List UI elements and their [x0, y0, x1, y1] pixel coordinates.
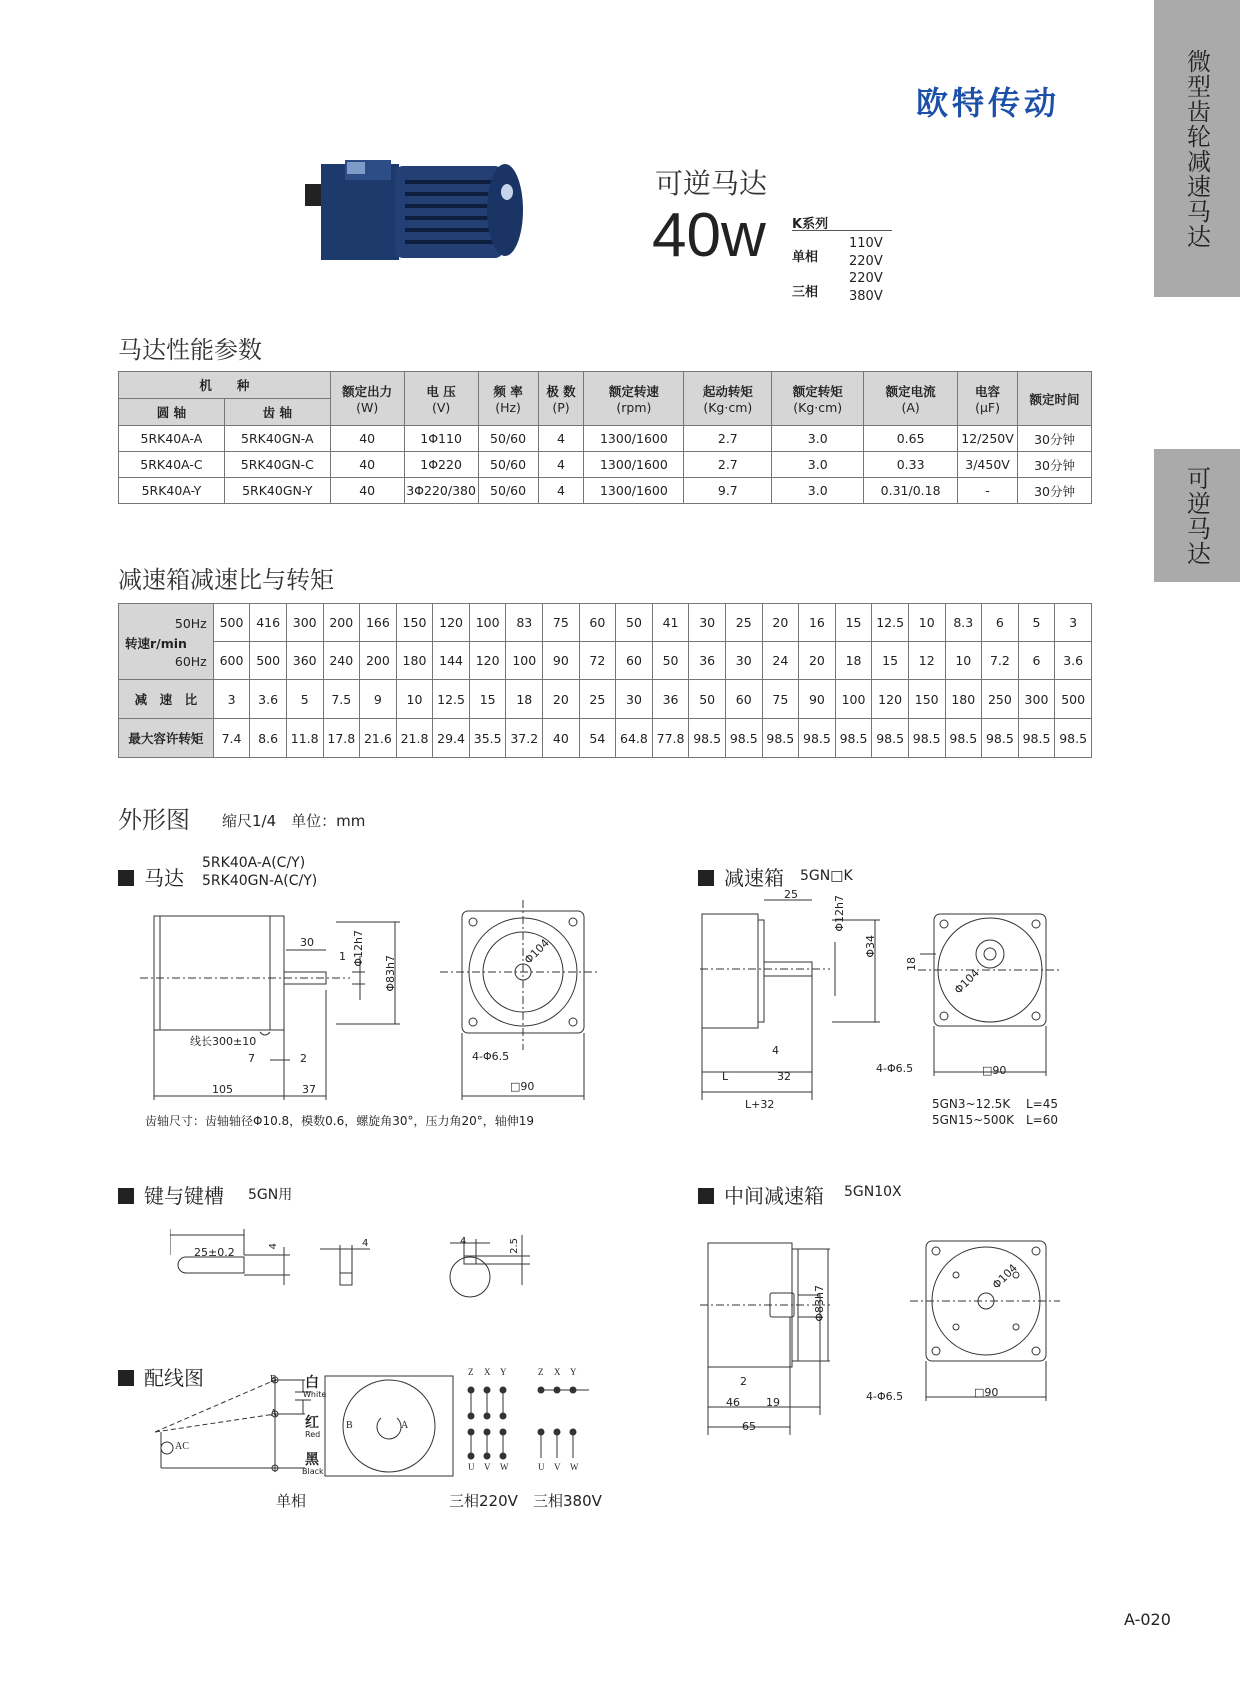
gear-cell-r50: 60	[579, 604, 616, 642]
terminal-letter: X	[484, 1367, 491, 1377]
product-power: 40w	[652, 201, 766, 270]
perf-cell: 5RK40A-Y	[119, 478, 225, 504]
gear-cell-r60: 20	[799, 642, 836, 680]
perf-cell: 40	[330, 426, 404, 452]
gear-cell-r50: 120	[433, 604, 470, 642]
gear-cell-r60: 10	[945, 642, 982, 680]
perf-cell: 4	[538, 452, 584, 478]
gear-cell-r50: 41	[652, 604, 689, 642]
perf-head-col-0	[330, 372, 404, 426]
gear-cell-r60: 100	[506, 642, 543, 680]
rotation-a: A	[401, 1420, 409, 1431]
gear-cell-r60: 90	[543, 642, 580, 680]
gearbox-dim-phi12: Φ12h7	[833, 895, 846, 932]
key-dim-4c: 4	[460, 1236, 467, 1247]
gear-cell-r50: 75	[543, 604, 580, 642]
perf-head-col-6	[772, 372, 864, 426]
three-phase-label: 三相	[792, 285, 819, 300]
perf-cell: 5RK40A-A	[119, 426, 225, 452]
ratio-label: 减 速 比	[119, 680, 214, 719]
perf-head-col-8	[958, 372, 1018, 426]
mid-gearbox-title: 中间减速箱	[698, 1180, 824, 1209]
gear-cell-torque: 37.2	[506, 719, 543, 758]
perf-cell: 50/60	[478, 426, 538, 452]
perf-cell: 50/60	[478, 452, 538, 478]
wiring-single-phase: 单相	[276, 1492, 307, 1510]
mid-holes: 4-Φ6.5	[866, 1390, 904, 1403]
perf-head-col-title: 额定电流	[885, 384, 936, 399]
gear-cell-ratio: 10	[396, 680, 433, 719]
gear-cell-ratio: 18	[506, 680, 543, 719]
gear-cell-ratio: 100	[835, 680, 872, 719]
wire-red: 红	[305, 1415, 319, 1431]
product-title: 可逆马达	[655, 167, 768, 200]
terminal-letter: W	[570, 1462, 579, 1472]
perf-head-col-title: 额定转速	[608, 384, 659, 399]
gear-cell-r50: 12.5	[872, 604, 909, 642]
gear-cell-r50: 416	[250, 604, 287, 642]
gear-cell-r60: 24	[762, 642, 799, 680]
wire-white-en: White	[303, 1390, 327, 1399]
gear-cell-torque: 21.6	[360, 719, 397, 758]
perf-head-col-title: 极 数	[546, 384, 576, 399]
motor-dim-7: 7	[248, 1052, 255, 1065]
perf-cell: 5RK40GN-Y	[224, 478, 330, 504]
gear-cell-r50: 150	[396, 604, 433, 642]
gear-cell-r60: 500	[250, 642, 287, 680]
bullet-square	[118, 1370, 134, 1386]
motor-dim-phi104: Φ104	[521, 936, 552, 967]
table-row	[119, 426, 1092, 452]
perf-head-model: 机 种	[119, 372, 331, 399]
gear-cell-ratio: 250	[982, 680, 1019, 719]
gear-cell-r50: 20	[762, 604, 799, 642]
perf-head-col-unit: (μF)	[975, 400, 1000, 415]
gear-cell-r60: 3.6	[1055, 642, 1092, 680]
table-row	[119, 719, 1092, 758]
gear-cell-ratio: 3	[213, 680, 250, 719]
page-number: A-020	[1124, 1610, 1171, 1629]
gear-cell-r50: 8.3	[945, 604, 982, 642]
perf-cell: 5RK40A-C	[119, 452, 225, 478]
side-tab-micro-gear-motor[interactable]: 微型齿轮减速马达	[1154, 0, 1240, 297]
gear-cell-r60: 144	[433, 642, 470, 680]
hz60-label: 60Hz	[174, 654, 207, 669]
perf-cell: 0.65	[864, 426, 958, 452]
voltage-110: 110V	[849, 236, 883, 251]
voltage-220-three: 220V	[849, 271, 883, 286]
perf-head-round: 圆 轴	[119, 399, 225, 426]
perf-cell: 50/60	[478, 478, 538, 504]
perf-cell: 3.0	[772, 478, 864, 504]
perf-cell: 12/250V	[958, 426, 1018, 452]
wire-white: 白	[305, 1375, 319, 1391]
mid-dim-19: 19	[766, 1396, 780, 1409]
key-title: 键与键槽	[118, 1180, 224, 1209]
voltage-380: 380V	[849, 289, 883, 304]
outline-title: 外形图	[118, 806, 190, 834]
gear-cell-r60: 240	[323, 642, 360, 680]
gearbox-length-1: L=45	[1026, 1097, 1059, 1111]
wiring-title: 配线图	[118, 1362, 204, 1391]
gear-cell-r60: 360	[286, 642, 323, 680]
speed-label: 转速r/min	[125, 636, 187, 651]
wire-black-en: Black	[302, 1467, 324, 1476]
gear-cell-r60: 30	[725, 642, 762, 680]
rotation-b: B	[346, 1420, 353, 1431]
gear-cell-ratio: 20	[543, 680, 580, 719]
perf-cell: 0.31/0.18	[864, 478, 958, 504]
perf-cell: 40	[330, 452, 404, 478]
perf-head-gear: 齿 轴	[224, 399, 330, 426]
gear-cell-torque: 98.5	[1055, 719, 1092, 758]
gearbox-dim-L: L	[722, 1070, 729, 1083]
gear-cell-torque: 98.5	[982, 719, 1019, 758]
key-dim-4b: 4	[362, 1238, 369, 1249]
gear-cell-r50: 15	[835, 604, 872, 642]
gear-cell-ratio: 120	[872, 680, 909, 719]
gear-cell-torque: 98.5	[799, 719, 836, 758]
perf-cell: 3.0	[772, 452, 864, 478]
mid-dim-46: 46	[726, 1396, 740, 1409]
gear-cell-r60: 50	[652, 642, 689, 680]
gear-cell-r60: 120	[469, 642, 506, 680]
wire-black: 黑	[305, 1452, 319, 1468]
perf-head-col-unit: (V)	[431, 400, 451, 415]
gearbox-dim-phi104: Φ104	[951, 966, 982, 997]
terminal-letter: V	[484, 1462, 491, 1472]
mid-dim-2: 2	[740, 1375, 747, 1388]
gear-cell-ratio: 12.5	[433, 680, 470, 719]
motor-square-90: □90	[510, 1080, 535, 1093]
gear-cell-r50: 3	[1055, 604, 1092, 642]
gear-cell-ratio: 50	[689, 680, 726, 719]
gear-cell-r50: 200	[323, 604, 360, 642]
perf-head-col-1	[404, 372, 478, 426]
perf-cell: 0.33	[864, 452, 958, 478]
perf-head-col-unit: (W)	[356, 400, 379, 415]
bullet-square	[698, 1188, 714, 1204]
perf-head-col-title: 电容	[975, 384, 1001, 399]
single-phase-label: 单相	[792, 250, 819, 265]
gearbox-dim-4: 4	[772, 1044, 779, 1057]
gear-cell-torque: 64.8	[616, 719, 653, 758]
gear-cell-r50: 100	[469, 604, 506, 642]
perf-cell: 3Φ220/380	[404, 478, 478, 504]
gear-cell-torque: 8.6	[250, 719, 287, 758]
perf-section-title: 马达性能参数	[118, 336, 262, 364]
perf-head-col-unit: (A)	[901, 400, 920, 415]
bullet-square	[118, 1188, 134, 1204]
perf-head-col-3	[538, 372, 584, 426]
key-dim-4a: 4	[268, 1243, 279, 1250]
gearbox-holes: 4-Φ6.5	[876, 1062, 914, 1075]
table-row	[119, 642, 1092, 680]
terminal-letter: W	[500, 1462, 509, 1472]
gear-cell-torque: 98.5	[1018, 719, 1055, 758]
gear-shaft-note: 齿轴尺寸：齿轴轴径Φ10.8，模数0.6，螺旋角30°，压力角20°，轴伸19	[145, 1114, 535, 1128]
terminal-letter: Z	[468, 1367, 474, 1377]
gearbox-dim-32: 32	[777, 1070, 791, 1083]
gear-cell-ratio: 180	[945, 680, 982, 719]
perf-cell: 5RK40GN-C	[224, 452, 330, 478]
motor-dim-105: 105	[212, 1083, 233, 1096]
gear-cell-r60: 6	[1018, 642, 1055, 680]
gear-cell-ratio: 7.5	[323, 680, 360, 719]
gear-cell-r50: 30	[689, 604, 726, 642]
gear-cell-r60: 600	[213, 642, 250, 680]
gear-cell-r60: 180	[396, 642, 433, 680]
perf-cell: 5RK40GN-A	[224, 426, 330, 452]
gearbox-outline-drawing	[700, 880, 1080, 1120]
side-tab-reversible-motor[interactable]: 可逆马达	[1154, 449, 1240, 582]
gear-cell-torque: 98.5	[725, 719, 762, 758]
wiring-ac: AC	[175, 1441, 189, 1452]
perf-cell: 30分钟	[1018, 478, 1092, 504]
gearbox-dim-18: 18	[905, 957, 918, 971]
gear-cell-ratio: 3.6	[250, 680, 287, 719]
gearbox-model: 5GN□K	[800, 868, 853, 884]
perf-cell: 1Φ220	[404, 452, 478, 478]
gearbox-drawing-title: 减速箱	[698, 862, 784, 891]
gear-cell-r50: 16	[799, 604, 836, 642]
gear-cell-r50: 300	[286, 604, 323, 642]
terminal-letter: U	[538, 1462, 545, 1472]
gear-cell-r60: 15	[872, 642, 909, 680]
key-drawing	[170, 1225, 540, 1305]
gear-cell-r50: 25	[725, 604, 762, 642]
perf-cell: 3/450V	[958, 452, 1018, 478]
gear-cell-torque: 98.5	[945, 719, 982, 758]
perf-head-col-4	[584, 372, 684, 426]
perf-head-col-title: 额定出力	[342, 384, 393, 399]
perf-head-col-unit: (Hz)	[495, 400, 521, 415]
perf-cell: 1300/1600	[584, 478, 684, 504]
table-row	[119, 478, 1092, 504]
perf-cell: 3.0	[772, 426, 864, 452]
gear-cell-r50: 50	[616, 604, 653, 642]
motor-model-2: 5RK40GN-A(C/Y)	[202, 873, 318, 889]
motor-model-1: 5RK40A-A(C/Y)	[202, 855, 306, 871]
wiring-b: B	[270, 1374, 277, 1385]
gear-cell-r50: 10	[908, 604, 945, 642]
gear-cell-ratio: 500	[1055, 680, 1092, 719]
gear-section-title: 减速箱减速比与转矩	[118, 566, 334, 594]
mid-dim-phi83: Φ83h7	[813, 1285, 826, 1322]
gear-cell-r60: 18	[835, 642, 872, 680]
gearbox-length-2: L=60	[1026, 1113, 1059, 1127]
gear-cell-torque: 29.4	[433, 719, 470, 758]
gear-cell-r50: 166	[360, 604, 397, 642]
gearbox-dim-L32: L+32	[745, 1098, 775, 1111]
perf-cell: 4	[538, 478, 584, 504]
brand-logo-text: 欧特传动	[916, 84, 1061, 122]
gear-cell-r60: 36	[689, 642, 726, 680]
hz50-label: 50Hz	[174, 616, 207, 631]
table-row	[119, 680, 1092, 719]
perf-cell: 9.7	[684, 478, 772, 504]
perf-head-col-2	[478, 372, 538, 426]
series-divider	[792, 230, 892, 231]
motor-dim-37: 37	[302, 1083, 316, 1096]
motor-photo	[305, 150, 525, 270]
motor-dim-1: 1	[339, 950, 346, 963]
perf-head-col-title: 起动转矩	[702, 384, 753, 399]
perf-head-col-title: 电 压	[426, 384, 456, 399]
gear-cell-r60: 72	[579, 642, 616, 680]
motor-dim-phi83: Φ83h7	[384, 955, 397, 992]
mid-square-90: □90	[974, 1386, 999, 1399]
outline-scale: 缩尺1/4 单位：mm	[222, 812, 366, 830]
gearbox-dim-phi34: Φ34	[864, 935, 877, 958]
gear-cell-torque: 21.8	[396, 719, 433, 758]
terminal-letter: Y	[500, 1367, 507, 1377]
gear-cell-ratio: 5	[286, 680, 323, 719]
gear-cell-ratio: 60	[725, 680, 762, 719]
motor-dim-2: 2	[300, 1052, 307, 1065]
table-row	[119, 604, 1092, 642]
terminal-letter: Z	[538, 1367, 544, 1377]
gear-cell-torque: 98.5	[908, 719, 945, 758]
series-label: K系列	[792, 217, 829, 232]
terminal-letter: Y	[570, 1367, 577, 1377]
gearbox-dim-25: 25	[784, 888, 798, 901]
perf-head-col-5	[684, 372, 772, 426]
perf-cell: -	[958, 478, 1018, 504]
key-model: 5GN用	[248, 1187, 293, 1203]
voltage-220-single: 220V	[849, 254, 883, 269]
gear-cell-torque: 17.8	[323, 719, 360, 758]
motor-drawing-title: 马达	[118, 862, 184, 891]
perf-cell: 30分钟	[1018, 426, 1092, 452]
gear-cell-r50: 83	[506, 604, 543, 642]
perf-head-col-unit: (rpm)	[616, 400, 652, 415]
gear-cell-ratio: 300	[1018, 680, 1055, 719]
gear-cell-ratio: 90	[799, 680, 836, 719]
gear-cell-torque: 77.8	[652, 719, 689, 758]
gear-cell-r50: 500	[213, 604, 250, 642]
wire-red-en: Red	[305, 1430, 321, 1439]
gear-ratio-table	[118, 603, 1092, 758]
motor-dim-30: 30	[300, 936, 314, 949]
wiring-three-phase-220: 三相220V	[449, 1492, 518, 1510]
gearbox-square-90: □90	[982, 1064, 1007, 1077]
bullet-square	[118, 870, 134, 886]
gear-cell-torque: 98.5	[872, 719, 909, 758]
gear-cell-r50: 6	[982, 604, 1019, 642]
perf-head-col-unit: (P)	[552, 400, 570, 415]
wiring-three-phase-380: 三相380V	[533, 1492, 602, 1510]
gear-cell-ratio: 75	[762, 680, 799, 719]
terminal-letter: U	[468, 1462, 475, 1472]
perf-head-col-unit: (Kg·cm)	[703, 400, 753, 415]
perf-head-col-title: 频 率	[493, 384, 523, 399]
speed-header-cell	[119, 604, 214, 680]
gear-cell-ratio: 15	[469, 680, 506, 719]
gearbox-range-2: 5GN15~500K	[932, 1113, 1015, 1127]
perf-cell: 1300/1600	[584, 426, 684, 452]
gear-cell-r60: 7.2	[982, 642, 1019, 680]
key-dim-25: 25±0.2	[194, 1246, 235, 1259]
perf-head-col-unit: (Kg·cm)	[793, 400, 843, 415]
mid-dim-65: 65	[742, 1420, 756, 1433]
key-dim-2-5: 2.5	[509, 1238, 520, 1254]
gear-cell-r60: 200	[360, 642, 397, 680]
perf-cell: 1300/1600	[584, 452, 684, 478]
perf-cell: 4	[538, 426, 584, 452]
perf-cell: 30分钟	[1018, 452, 1092, 478]
perf-cell: 2.7	[684, 426, 772, 452]
mid-dim-phi104: Φ104	[989, 1261, 1020, 1292]
torque-label: 最大容许转矩	[119, 719, 214, 758]
terminal-letter: V	[554, 1462, 561, 1472]
gearbox-range-1: 5GN3~12.5K	[932, 1097, 1011, 1111]
gear-cell-ratio: 36	[652, 680, 689, 719]
table-row	[119, 452, 1092, 478]
motor-body	[154, 916, 284, 1030]
gear-cell-torque: 40	[543, 719, 580, 758]
gear-cell-torque: 35.5	[469, 719, 506, 758]
gear-cell-ratio: 30	[616, 680, 653, 719]
motor-dim-phi12: Φ12h7	[352, 930, 365, 967]
gear-cell-torque: 11.8	[286, 719, 323, 758]
perf-cell: 2.7	[684, 452, 772, 478]
gear-cell-torque: 7.4	[213, 719, 250, 758]
perf-head-col-title: 额定转矩	[792, 384, 843, 399]
gear-cell-ratio: 9	[360, 680, 397, 719]
gear-cell-ratio: 25	[579, 680, 616, 719]
gear-cell-r60: 12	[908, 642, 945, 680]
perf-table	[118, 371, 1092, 504]
gear-cell-torque: 98.5	[762, 719, 799, 758]
gear-cell-torque: 98.5	[689, 719, 726, 758]
perf-head-col-7	[864, 372, 958, 426]
motor-outline-drawing	[140, 900, 600, 1140]
perf-cell: 40	[330, 478, 404, 504]
wiring-a: A	[270, 1408, 278, 1419]
perf-cell: 1Φ110	[404, 426, 478, 452]
gear-cell-ratio: 150	[908, 680, 945, 719]
motor-wire-length: 线长300±10	[190, 1035, 257, 1048]
gear-cell-r50: 5	[1018, 604, 1055, 642]
mid-gearbox-model: 5GN10X	[844, 1184, 902, 1200]
perf-head-time: 额定时间	[1018, 372, 1092, 426]
gear-cell-torque: 98.5	[835, 719, 872, 758]
gear-cell-r60: 60	[616, 642, 653, 680]
terminal-letter: X	[554, 1367, 561, 1377]
motor-holes: 4-Φ6.5	[472, 1050, 510, 1063]
gear-cell-torque: 54	[579, 719, 616, 758]
